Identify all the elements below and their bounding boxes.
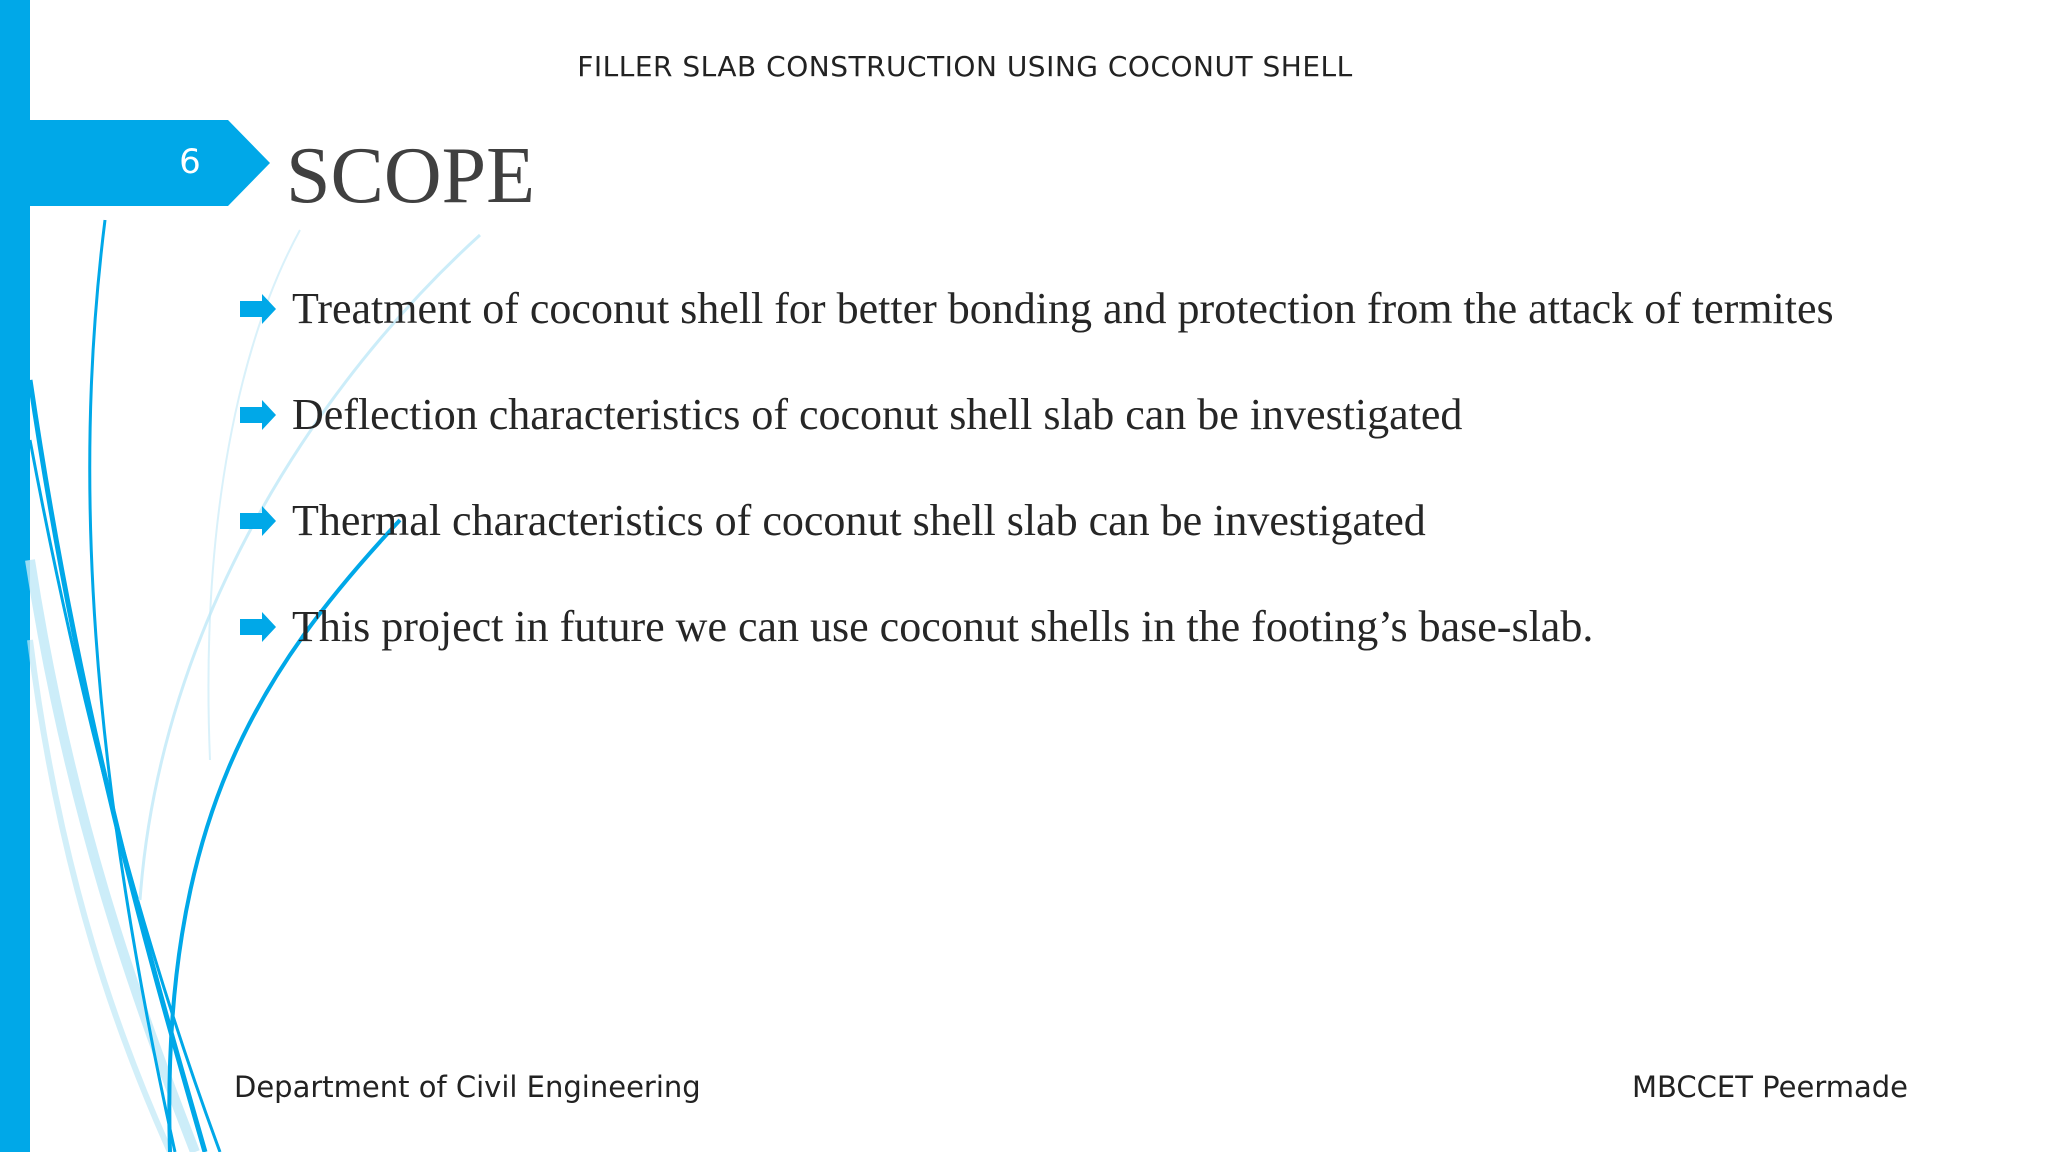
arrow-bullet-icon xyxy=(240,506,276,536)
arrow-bullet-icon xyxy=(240,294,276,324)
arrow-bullet-icon xyxy=(240,400,276,430)
arrow-bullet-icon xyxy=(240,612,276,642)
page-number: 6 xyxy=(179,142,201,182)
bullet-text: Deflection characteristics of coconut shell slab can be investigated xyxy=(292,390,1463,439)
footer-institution: MBCCET Peermade xyxy=(1632,1070,1908,1104)
list-item xyxy=(240,492,1990,598)
list-item xyxy=(240,386,1990,492)
footer-department: Department of Civil Engineering xyxy=(234,1070,701,1104)
bullet-text: This project in future we can use coconut shells in the footing’s base-slab. xyxy=(292,602,1594,651)
slide-title: SCOPE xyxy=(286,132,535,220)
bullet-text: Thermal characteristics of coconut shell slab can be investigated xyxy=(292,496,1426,545)
presentation-header: FILLER SLAB CONSTRUCTION USING COCONUT SHELL xyxy=(577,50,1353,83)
bullet-list xyxy=(240,280,1990,704)
bullet-text: Treatment of coconut shell for better bonding and protection from the attack of termites xyxy=(292,284,1834,333)
list-item xyxy=(240,598,1990,704)
list-item xyxy=(240,280,1990,386)
